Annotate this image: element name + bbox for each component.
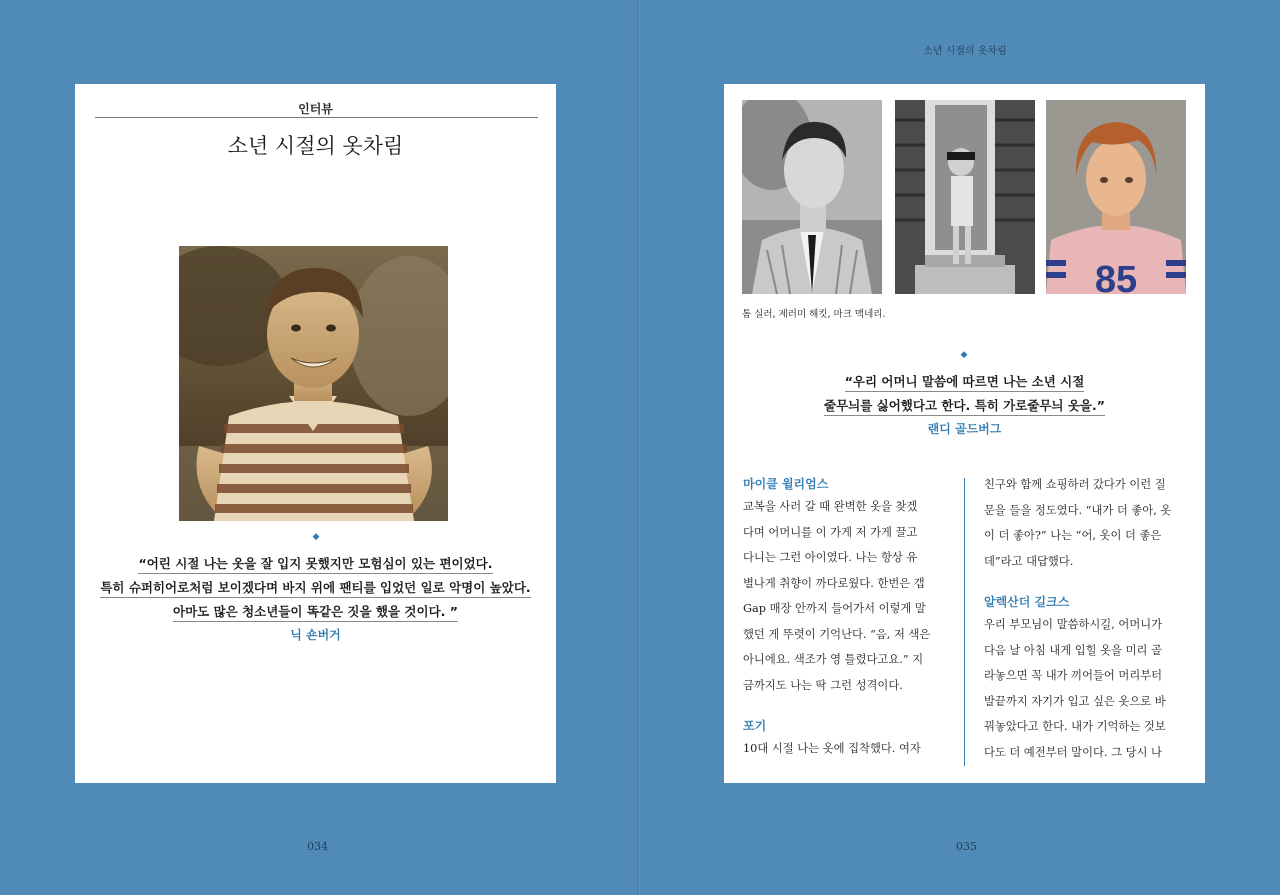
body-text-line: 다도 더 예전부터 말이다. 그 당시 나 bbox=[984, 745, 1162, 759]
photo-boy-in-suit bbox=[742, 100, 882, 294]
body-text-line: 발끝까지 자기가 입고 싶은 옷으로 바 bbox=[984, 694, 1166, 708]
diamond-ornament-icon: ◆ bbox=[960, 350, 968, 360]
body-text-line: 아니에요. 색조가 영 틀렸다고요.” 지 bbox=[743, 653, 924, 666]
right-page bbox=[724, 84, 1205, 783]
left-page bbox=[75, 84, 556, 783]
text-column-left bbox=[743, 474, 951, 762]
body-text-line: 별나게 취향이 까다로웠다. 한번은 갭 bbox=[743, 576, 925, 590]
interviewee-heading: 알렉산더 길크스 bbox=[984, 595, 1070, 609]
section-rule bbox=[95, 117, 538, 118]
photo-caption: 톰 실러, 제러미 해킷, 마크 맥네리. bbox=[742, 309, 886, 320]
body-text-line: 라놓으면 꼭 내가 끼어들어 머리부터 bbox=[984, 669, 1163, 682]
body-text-line: 다음 날 아침 내게 입힐 옷을 미리 골 bbox=[984, 643, 1162, 657]
body-text-line: Gap 매장 안까지 들어가서 이렇게 말 bbox=[743, 602, 926, 615]
photo-boy-at-door bbox=[895, 100, 1035, 294]
photo-boy-in-jersey bbox=[1046, 100, 1186, 294]
quote-line: 아마도 많은 청소년들이 똑같은 짓을 했을 것이다. ” bbox=[75, 600, 556, 624]
diamond-ornament-icon: ◆ bbox=[312, 532, 320, 542]
quote-line: 줄무늬를 싫어했다고 한다. 특히 가로줄무늬 옷을.” bbox=[724, 394, 1205, 418]
body-text-line: 문을 들을 정도였다. “내가 더 좋아, 옷 bbox=[984, 503, 1172, 517]
paragraph bbox=[984, 472, 1192, 574]
body-text-line: 데”라고 대답했다. bbox=[984, 554, 1074, 568]
quote-author: 랜디 골드버그 bbox=[927, 422, 1002, 436]
jersey-number: 85 bbox=[1094, 259, 1138, 294]
page-number-left: 034 bbox=[307, 840, 328, 853]
pull-quote bbox=[724, 370, 1205, 440]
running-head: 소년 시절의 옷차림 bbox=[923, 46, 1007, 57]
column-divider bbox=[964, 478, 965, 766]
section-label: 인터뷰 bbox=[298, 102, 333, 116]
paragraph bbox=[984, 612, 1192, 765]
body-text-line: 이 더 좋아?” 나는 “어, 옷이 더 좋은 bbox=[984, 529, 1162, 542]
interviewee-heading: 마이클 윌리엄스 bbox=[743, 477, 829, 491]
page-title: 소년 시절의 옷차림 bbox=[227, 134, 404, 158]
body-text-line: 다니는 그런 아이였다. 나는 항상 유 bbox=[743, 551, 918, 564]
pull-quote bbox=[75, 552, 556, 646]
interviewee-heading: 포기 bbox=[743, 719, 767, 733]
body-text-line: 금까지도 나는 딱 그런 성격이다. bbox=[743, 678, 903, 692]
quote-line: “우리 어머니 말씀에 따르면 나는 소년 시절 bbox=[724, 370, 1205, 394]
body-text-line: 10대 시절 나는 옷에 집착했다. 여자 bbox=[743, 742, 921, 755]
body-text-line: 꿔놓았다고 한다. 내가 기억하는 것보 bbox=[984, 720, 1166, 733]
page-number-right: 035 bbox=[956, 840, 977, 853]
text-column-right bbox=[984, 472, 1192, 765]
body-text-line: 친구와 함께 쇼핑하러 갔다가 이런 질 bbox=[984, 478, 1166, 491]
body-text-line: 했던 게 뚜렷이 기억난다. “음, 저 색은 bbox=[743, 627, 931, 641]
body-text-line: 우리 부모님이 말씀하시길, 어머니가 bbox=[984, 618, 1163, 631]
paragraph bbox=[743, 494, 951, 698]
quote-author: 닉 숀버거 bbox=[290, 628, 341, 642]
body-text-line: 다며 어머니를 이 가게 저 가게 끌고 bbox=[743, 525, 918, 539]
boy-portrait-photo bbox=[179, 246, 448, 521]
quote-line: 특히 슈퍼히어로처럼 보이겠다며 바지 위에 팬티를 입었던 일로 악명이 높았다. bbox=[75, 576, 556, 600]
quote-line: “어린 시절 나는 옷을 잘 입지 못했지만 모험심이 있는 편이었다. bbox=[75, 552, 556, 576]
body-text-line: 교복을 사러 갈 때 완벽한 옷을 찾겠 bbox=[743, 500, 918, 513]
book-gutter bbox=[638, 0, 640, 895]
paragraph bbox=[743, 736, 951, 762]
